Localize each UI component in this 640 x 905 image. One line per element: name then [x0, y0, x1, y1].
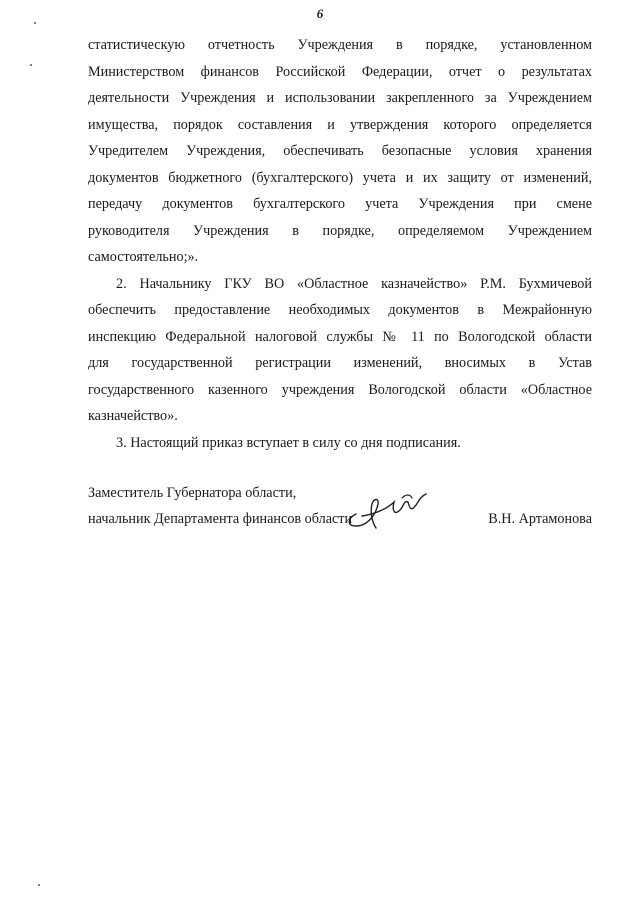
text-line: статистическую отчетность Учреждения в порядке, установленном [88, 37, 592, 53]
text-line: передачу документов бухгалтерского учета Учреждения при смене [88, 196, 592, 212]
text-line: государственного казенного учреждения Вологодской области «Областное [88, 381, 592, 398]
text-line: имущества, порядок составления и утверждения которого определяется [88, 116, 592, 133]
signatory-name: В.Н. Артамонова [488, 511, 592, 527]
text-line: документов бюджетного (бухгалтерского) учета и их защиту от изменений, [88, 169, 592, 186]
paragraph-2 [88, 271, 592, 430]
text-line: самостоятельно;». [88, 249, 199, 265]
text-line: Министерством финансов Российской Федерации, отчет о результатах [88, 63, 592, 80]
signatory-position-line-1: Заместитель Губернатора области, [88, 485, 297, 501]
text-line: для государственной регистрации изменений, вносимых в Устав [88, 355, 592, 371]
scan-speck [30, 64, 32, 66]
signatory-position-line-2: начальник Департамента финансов области [88, 511, 353, 527]
paragraph-1 [88, 32, 592, 271]
handwritten-signature [342, 488, 428, 532]
scan-speck [38, 884, 40, 886]
signature-block [88, 480, 592, 532]
text-line: инспекцию Федеральной налоговой службы № 11 по Вологодской области [88, 328, 592, 345]
text-line: 2. Начальнику ГКУ ВО «Областное казначейство» Р.М. Бухмичевой [116, 275, 592, 292]
document-body [88, 32, 592, 456]
paragraph-3 [88, 430, 592, 457]
text-line: деятельности Учреждения и использовании закрепленного за Учреждением [88, 90, 592, 106]
text-line: руководителя Учреждения в порядке, определяемом Учреждением [88, 222, 592, 239]
text-line: Учредителем Учреждения, обеспечивать безопасные условия хранения [88, 143, 592, 159]
scan-speck [34, 22, 36, 24]
text-line: казначейство». [88, 408, 178, 424]
text-line: 3. Настоящий приказ вступает в силу со дня подписания. [116, 434, 461, 451]
page-number: 6 [316, 6, 324, 21]
text-line: обеспечить предоставление необходимых документов в Межрайонную [88, 302, 592, 318]
